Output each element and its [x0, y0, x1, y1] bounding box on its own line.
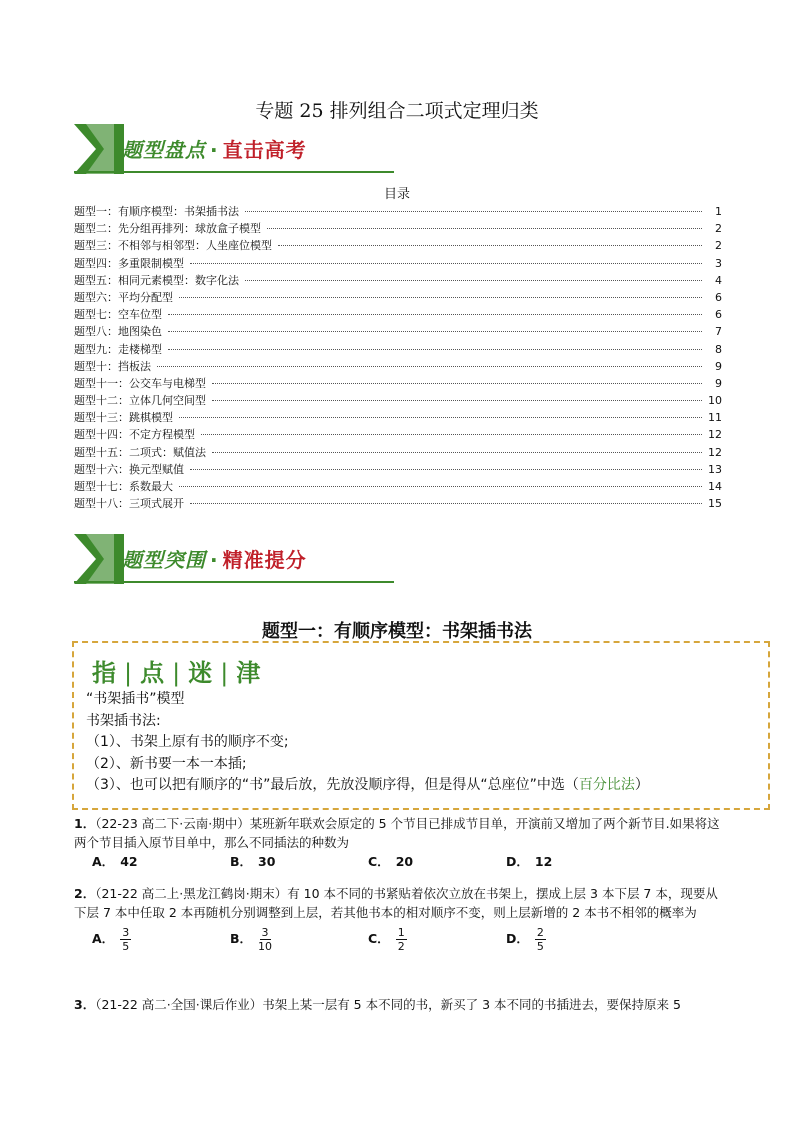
- toc-item-page: 6: [715, 290, 722, 304]
- choice-value: 30: [258, 854, 276, 869]
- toc-item-label: 题型八：地图染色: [74, 325, 162, 339]
- toc-leader: [212, 400, 702, 401]
- toc-item[interactable]: [74, 203, 722, 220]
- toc-leader: [190, 503, 702, 504]
- toc-leader: [278, 245, 702, 246]
- toc-item-label: 题型十四：不定方程模型: [74, 428, 195, 442]
- toc-item-page: 14: [708, 480, 722, 493]
- question-1: [74, 815, 724, 872]
- toc-leader: [201, 434, 702, 435]
- toc-leader: [179, 297, 702, 298]
- choice-c[interactable]: [350, 853, 488, 872]
- toc-leader: [190, 263, 702, 264]
- toc-leader: [212, 452, 702, 453]
- toc-item-label: 题型十二：立体几何空间型: [74, 394, 206, 408]
- section-banner-overview: [74, 124, 404, 174]
- toc-item-page: 9: [715, 359, 722, 373]
- toc-item-label: 题型四：多重限制模型: [74, 256, 184, 270]
- choice-value: 20: [395, 854, 414, 869]
- choice-letter: A．: [92, 854, 115, 869]
- toc-item-page: 15: [708, 497, 722, 511]
- toc-item-page: 13: [708, 462, 722, 476]
- table-of-contents: [74, 203, 722, 512]
- question-text: [74, 815, 724, 852]
- question-number: 3．: [74, 997, 96, 1012]
- tip-line: [86, 775, 649, 797]
- toc-item[interactable]: [74, 478, 722, 495]
- question-body: （21-22 高二上·黑龙江鹤岗·期末）有 10 本不同的书紧贴着依次立放在书架上，摆成上层 3 本下层 7 本，现要从下层 7 本中任取 2 本再随机分别调整到上层，若其他书本的相对顺序不变，则上层新增的 2 本书不相邻的概率为: [74, 886, 718, 920]
- choice-letter: D．: [506, 854, 529, 869]
- choice-letter: C．: [368, 854, 390, 869]
- toc-leader: [245, 280, 702, 281]
- banner-dot: ·: [210, 138, 219, 162]
- choices: [74, 853, 724, 872]
- toc-item[interactable]: [74, 323, 722, 340]
- toc-item-page: 7: [715, 325, 722, 339]
- toc-item-page: 4: [715, 273, 722, 287]
- toc-item-label: 题型七：空车位型: [74, 308, 162, 322]
- toc-item-page: 3: [715, 256, 722, 270]
- tip-heading-char: 津: [236, 659, 263, 687]
- toc-item[interactable]: [74, 495, 722, 512]
- banner-part-a: 题型突围: [122, 548, 206, 572]
- toc-item[interactable]: [74, 392, 722, 409]
- toc-leader: [168, 314, 702, 315]
- choice-letter: B．: [230, 931, 253, 947]
- question-text: [74, 996, 724, 1015]
- toc-item[interactable]: [74, 461, 722, 478]
- toc-item[interactable]: [74, 306, 722, 323]
- banner-part-a: 题型盘点: [122, 138, 206, 162]
- toc-item-page: 2: [715, 239, 722, 253]
- toc-item-page: 8: [715, 342, 722, 356]
- tip-line: （1）、书架上原有书的顺序不变;: [86, 734, 289, 750]
- tip-heading-char: 指: [92, 659, 118, 687]
- toc-item-label: 题型一：有顺序模型：书架插书法: [74, 205, 239, 218]
- choice-d[interactable]: [488, 853, 626, 872]
- tip-heading-char: 迷: [188, 659, 215, 687]
- banner-part-b: 直击高考: [222, 138, 307, 162]
- toc-item-label: 题型十六：换元型赋值: [74, 462, 184, 476]
- choice-a[interactable]: [74, 853, 212, 872]
- toc-leader: [168, 349, 702, 350]
- toc-leader: [168, 331, 702, 332]
- toc-item-page: 12: [708, 428, 722, 442]
- choice-a[interactable]: [74, 926, 212, 953]
- tip-heading: 指 | 点 | 迷 | 津: [92, 659, 263, 687]
- choice-b[interactable]: [212, 926, 350, 953]
- question-body: （21-22 高二·全国·课后作业）书架上某一层有 5 本不同的书，新买了 3 本不同的书插进去，要保持原来 5: [95, 997, 681, 1012]
- question-text: [74, 885, 724, 922]
- toc-item-page: 10: [708, 394, 722, 408]
- toc-item-label: 题型三：不相邻与相邻型：人坐座位模型: [74, 239, 272, 253]
- choices: [74, 926, 724, 953]
- choice-value: 42: [120, 854, 138, 869]
- toc-item[interactable]: [74, 375, 722, 392]
- toc-item[interactable]: [74, 289, 722, 306]
- tip-line: （2）、新书要一本一本插;: [86, 755, 247, 772]
- toc-leader: [157, 366, 702, 367]
- tip-line-end: ）: [634, 777, 649, 793]
- question-3: [74, 996, 724, 1015]
- banner-dot: ·: [210, 548, 219, 572]
- section-banner-practice: [74, 534, 404, 584]
- question-number: 1．: [74, 816, 96, 831]
- toc-item-label: 题型十五：二项式：赋值法: [74, 445, 206, 459]
- toc-leader: [179, 417, 702, 418]
- tip-box: [72, 641, 770, 810]
- toc-item[interactable]: [74, 220, 722, 237]
- toc-leader: [190, 469, 702, 470]
- toc-item[interactable]: [74, 255, 722, 272]
- toc-item-label: 题型十一：公交车与电梯型: [74, 376, 206, 390]
- toc-item-label: 题型十：挡板法: [74, 359, 151, 373]
- choice-d[interactable]: [488, 926, 626, 953]
- question-body: （22-23 高二下·云南·期中）某班新年联欢会原定的 5 个节目已排成节目单，开演前又增加了两个新节目.如果将这两个节目插入原节目单中，那么不同插法的种数为: [74, 816, 720, 850]
- toc-item[interactable]: [74, 237, 722, 254]
- toc-item[interactable]: [74, 272, 722, 289]
- toc-item-page: 1: [715, 205, 722, 218]
- tip-line: “书架插书”模型: [86, 691, 185, 707]
- choice-fraction: $\frac{3}{10}$: [258, 926, 273, 953]
- toc-item[interactable]: [74, 444, 722, 461]
- toc-item-label: 题型十三：跳棋模型: [74, 411, 173, 425]
- tip-content: [86, 689, 649, 797]
- toc-leader: [179, 486, 702, 487]
- tip-line-text: （3）、也可以把有顺序的“书”最后放，先放没顺序得，但是得从“总座位”中选（: [86, 777, 579, 793]
- toc-item-label: 题型十七：系数最大: [74, 480, 173, 493]
- toc-item[interactable]: [74, 358, 722, 375]
- choice-c[interactable]: [350, 926, 488, 953]
- question-2: [74, 885, 724, 953]
- question-number: 2．: [74, 886, 96, 901]
- page-title: 专题 25 排列组合二项式定理归类: [255, 100, 539, 122]
- toc-item-label: 题型二：先分组再排列：球放盒子模型: [74, 222, 261, 236]
- toc-item-page: 2: [715, 222, 722, 236]
- toc-item-page: 9: [715, 376, 722, 390]
- tip-line: 书架插书法:: [86, 712, 161, 729]
- choice-letter: C．: [368, 931, 390, 947]
- toc-leader: [245, 211, 702, 212]
- choice-fraction: $\frac{2}{5}$: [536, 926, 544, 953]
- choice-value: 12: [534, 854, 553, 869]
- toc-leader: [267, 228, 702, 229]
- toc-item-label: 题型十八：三项式展开: [74, 497, 184, 511]
- toc-item[interactable]: [74, 341, 722, 358]
- toc-item-label: 题型五：相同元素模型：数字化法: [74, 273, 239, 287]
- choice-b[interactable]: [212, 853, 350, 872]
- choice-letter: B．: [230, 854, 253, 869]
- choice-letter: D．: [506, 931, 529, 947]
- toc-leader: [212, 383, 702, 384]
- toc-item-page: 12: [708, 445, 722, 459]
- toc-item-page: 11: [708, 411, 722, 425]
- section-title: 题型一：有顺序模型：书架插书法: [262, 621, 532, 642]
- choice-fraction: $\frac{1}{2}$: [397, 926, 405, 953]
- choice-letter: A．: [92, 931, 115, 947]
- choice-fraction: $\frac{3}{5}$: [122, 926, 130, 953]
- toc-item-page: 6: [715, 308, 722, 322]
- toc-item-label: 题型六：平均分配型: [74, 290, 173, 304]
- toc-heading: 目录: [383, 187, 410, 202]
- toc-item-label: 题型九：走楼梯型: [74, 342, 162, 356]
- tip-highlight: 百分比法: [578, 777, 635, 793]
- banner-part-b: 精准提分: [222, 548, 307, 572]
- toc-item[interactable]: [74, 409, 722, 426]
- tip-heading-char: 点: [140, 659, 167, 687]
- toc-item[interactable]: [74, 426, 722, 443]
